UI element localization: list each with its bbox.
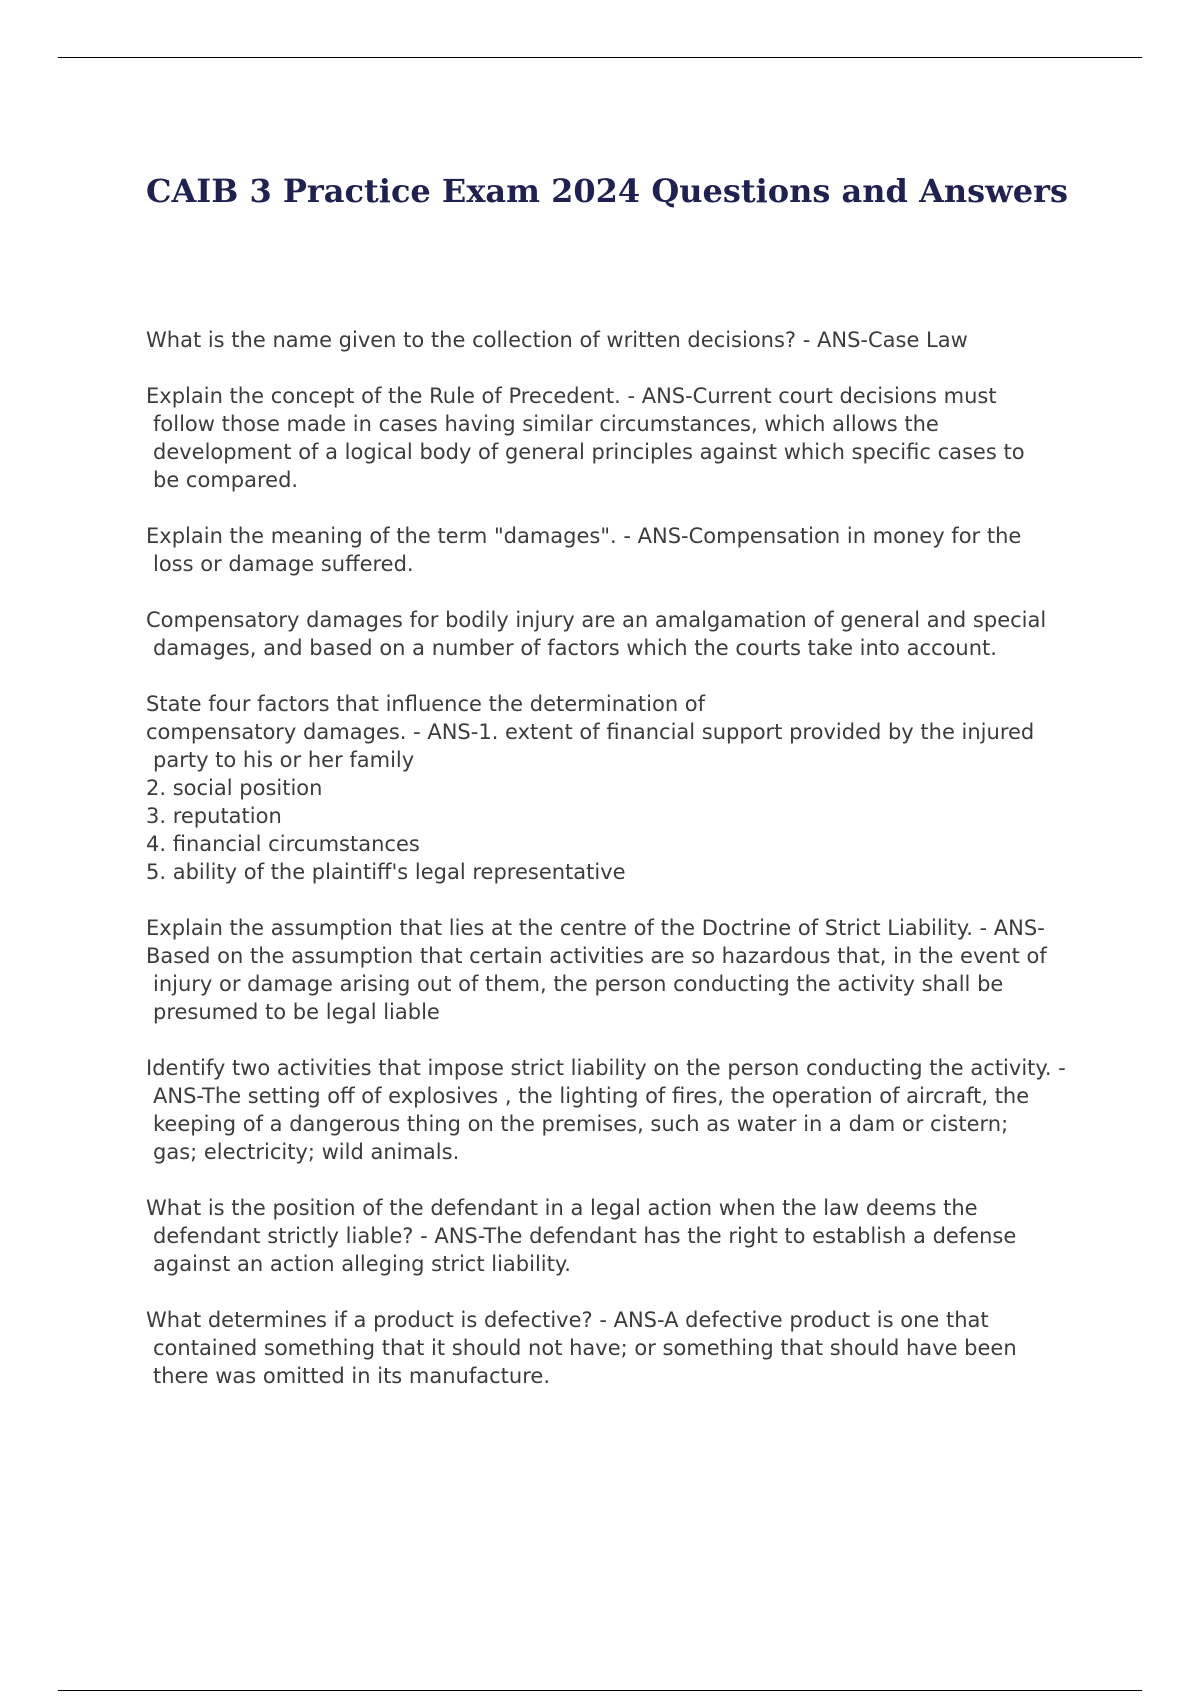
- qa-line: What determines if a product is defective? - ANS-A defective product is one that: [146, 1308, 989, 1332]
- qa-line: defendant strictly liable? - ANS-The defendant has the right to establish a defense: [153, 1224, 1017, 1248]
- qa-line: ANS-The setting off of explosives , the lighting of fires, the operation of aircraft, the: [153, 1084, 1030, 1108]
- qa-line: What is the name given to the collection of written decisions? - ANS-Case Law: [146, 328, 968, 352]
- qa-line: there was omitted in its manufacture.: [153, 1364, 550, 1388]
- qa-line: What is the position of the defendant in a legal action when the law deems the: [146, 1196, 978, 1220]
- qa-line: party to his or her family: [153, 748, 415, 772]
- qa-entry: [146, 1054, 1096, 1166]
- footer-rule: [58, 1690, 1142, 1691]
- qa-entry: [146, 1306, 1096, 1390]
- qa-entry: [146, 606, 1096, 662]
- qa-line: presumed to be legal liable: [153, 1000, 440, 1024]
- qa-entry: [146, 326, 1096, 354]
- qa-line: Identify two activities that impose strict liability on the person conducting the activity. -: [146, 1056, 1066, 1080]
- qa-entry: [146, 690, 1096, 886]
- qa-line: Explain the meaning of the term "damages". - ANS-Compensation in money for the: [146, 524, 1022, 548]
- qa-entry: [146, 1194, 1096, 1278]
- qa-line: Explain the concept of the Rule of Precedent. - ANS-Current court decisions must: [146, 384, 997, 408]
- qa-line: 2. social position: [146, 776, 323, 800]
- qa-line: loss or damage suffered.: [153, 552, 414, 576]
- qa-line: 3. reputation: [146, 804, 282, 828]
- qa-line: 4. financial circumstances: [146, 832, 420, 856]
- qa-content: [146, 326, 1096, 1418]
- qa-line: compensatory damages. - ANS-1. extent of financial support provided by the injured: [146, 720, 1035, 744]
- qa-line: keeping of a dangerous thing on the premises, such as water in a dam or cistern;: [153, 1112, 1009, 1136]
- qa-line: damages, and based on a number of factors which the courts take into account.: [153, 636, 997, 660]
- qa-line: gas; electricity; wild animals.: [153, 1140, 460, 1164]
- header-rule: [58, 57, 1142, 58]
- qa-line: contained something that it should not have; or something that should have been: [153, 1336, 1017, 1360]
- qa-line: Explain the assumption that lies at the centre of the Doctrine of Strict Liability. - ANS-: [146, 916, 1045, 940]
- qa-entry: [146, 914, 1096, 1026]
- document-title: CAIB 3 Practice Exam 2024 Questions and Answers: [146, 172, 1068, 210]
- qa-entry: [146, 522, 1096, 578]
- qa-line: Based on the assumption that certain activities are so hazardous that, in the event of: [146, 944, 1047, 968]
- qa-entry: [146, 382, 1096, 494]
- qa-line: 5. ability of the plaintiff's legal representative: [146, 860, 626, 884]
- qa-line: be compared.: [153, 468, 299, 492]
- qa-line: development of a logical body of general principles against which specific cases to: [153, 440, 1025, 464]
- qa-line: against an action alleging strict liability.: [153, 1252, 571, 1276]
- qa-line: follow those made in cases having similar circumstances, which allows the: [153, 412, 939, 436]
- qa-line: State four factors that influence the determination of: [146, 692, 706, 716]
- qa-line: injury or damage arising out of them, the person conducting the activity shall be: [153, 972, 1004, 996]
- qa-line: Compensatory damages for bodily injury are an amalgamation of general and special: [146, 608, 1047, 632]
